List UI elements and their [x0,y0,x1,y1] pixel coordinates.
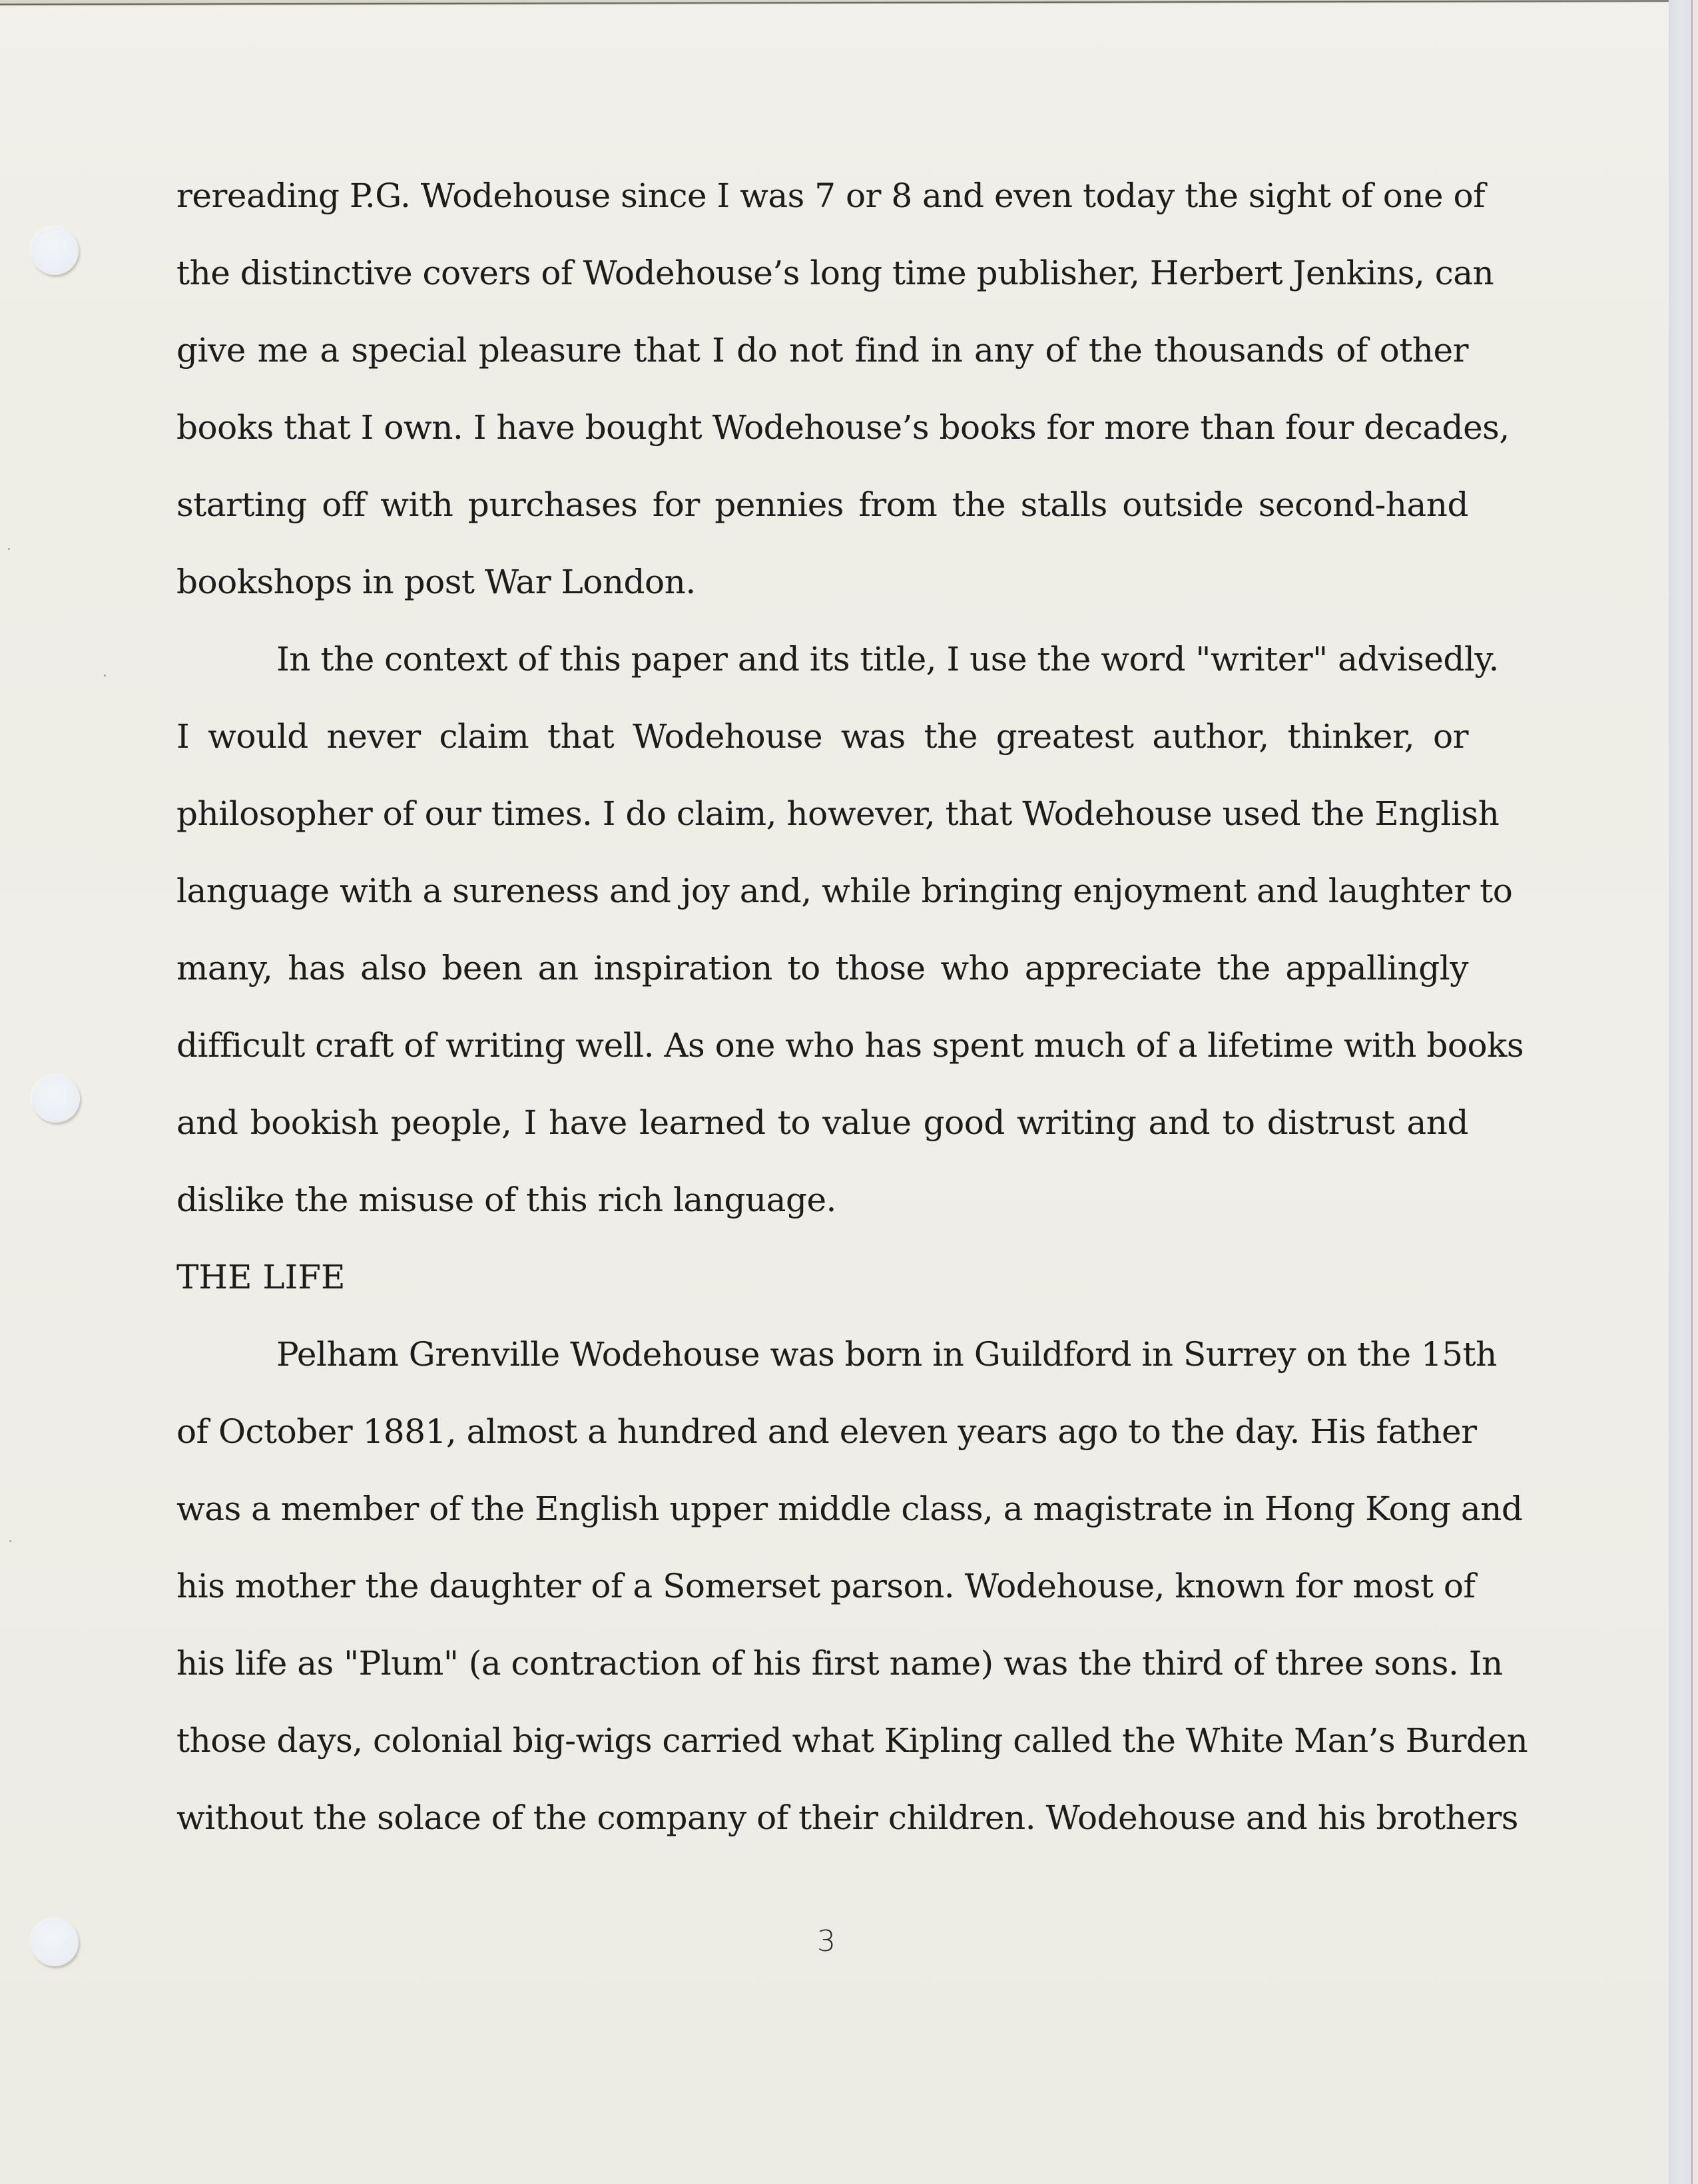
paragraph-continuation [176,157,1510,621]
text-line: I would never claim that Wodehouse was the greatest author, thinker, or [176,717,1468,756]
text-line: give me a special pleasure that I do not find in any of the thousands of other [176,331,1468,370]
text-line: the distinctive covers of Wodehouse’s long time publisher, Herbert Jenkins, can [176,254,1494,292]
text-line: dislike the misuse of this rich language. [176,1181,836,1219]
text-line: In the context of this paper and its title, I use the word "writer" advisedly. [276,640,1499,679]
text-line: was a member of the English upper middle class, a magistrate in Hong Kong and [176,1490,1523,1528]
text-line: many, has also been an inspiration to those who appreciate the appallingly [176,949,1468,987]
text-line: starting off with purchases for pennies from the stalls outside second-hand [176,485,1468,524]
text-line: language with a sureness and joy and, while bringing enjoyment and laughter to [176,872,1513,910]
punch-hole-icon [31,1918,79,1966]
scanner-edge-sliver [1693,0,1698,2184]
text-line: those days, colonial big-wigs carried what Kipling called the White Man’s Burden [176,1721,1528,1760]
punch-hole-icon [32,1075,80,1123]
text-line: philosopher of our times. I do claim, however, that Wodehouse used the English [176,794,1500,833]
page-number: 3 [817,1924,836,1958]
text-line: of October 1881, almost a hundred and eleven years ago to the day. His father [176,1412,1477,1451]
paper-speck [104,675,106,677]
text-line: Pelham Grenville Wodehouse was born in Guildford in Surrey on the 15th [276,1335,1497,1374]
section-heading: THE LIFE [176,1258,346,1296]
text-line: difficult craft of writing well. As one who has spent much of a lifetime with books [176,1026,1524,1065]
scanner-right-margin [1669,0,1691,2184]
text-line: and bookish people, I have learned to value good writing and to distrust and [176,1103,1468,1142]
paper-speck [9,1540,11,1542]
text-line: rereading P.G. Wodehouse since I was 7 or 8 and even today the sight of one of [176,176,1486,215]
text-line: without the solace of the company of their children. Wodehouse and his brothers [176,1798,1518,1837]
paper-speck [8,548,10,550]
paragraph-writer-advisedly [176,621,1524,1238]
text-line: his life as "Plum" (a contraction of his first name) was the third of three sons. In [176,1644,1503,1683]
text-line: books that I own. I have bought Wodehouse’s books for more than four decades, [176,408,1510,447]
text-line: bookshops in post War London. [176,563,696,601]
punch-hole-icon [31,227,79,275]
text-line: his mother the daughter of a Somerset parson. Wodehouse, known for most of [176,1567,1476,1605]
paragraph-the-life [176,1316,1528,1856]
body-text [176,157,1528,1856]
